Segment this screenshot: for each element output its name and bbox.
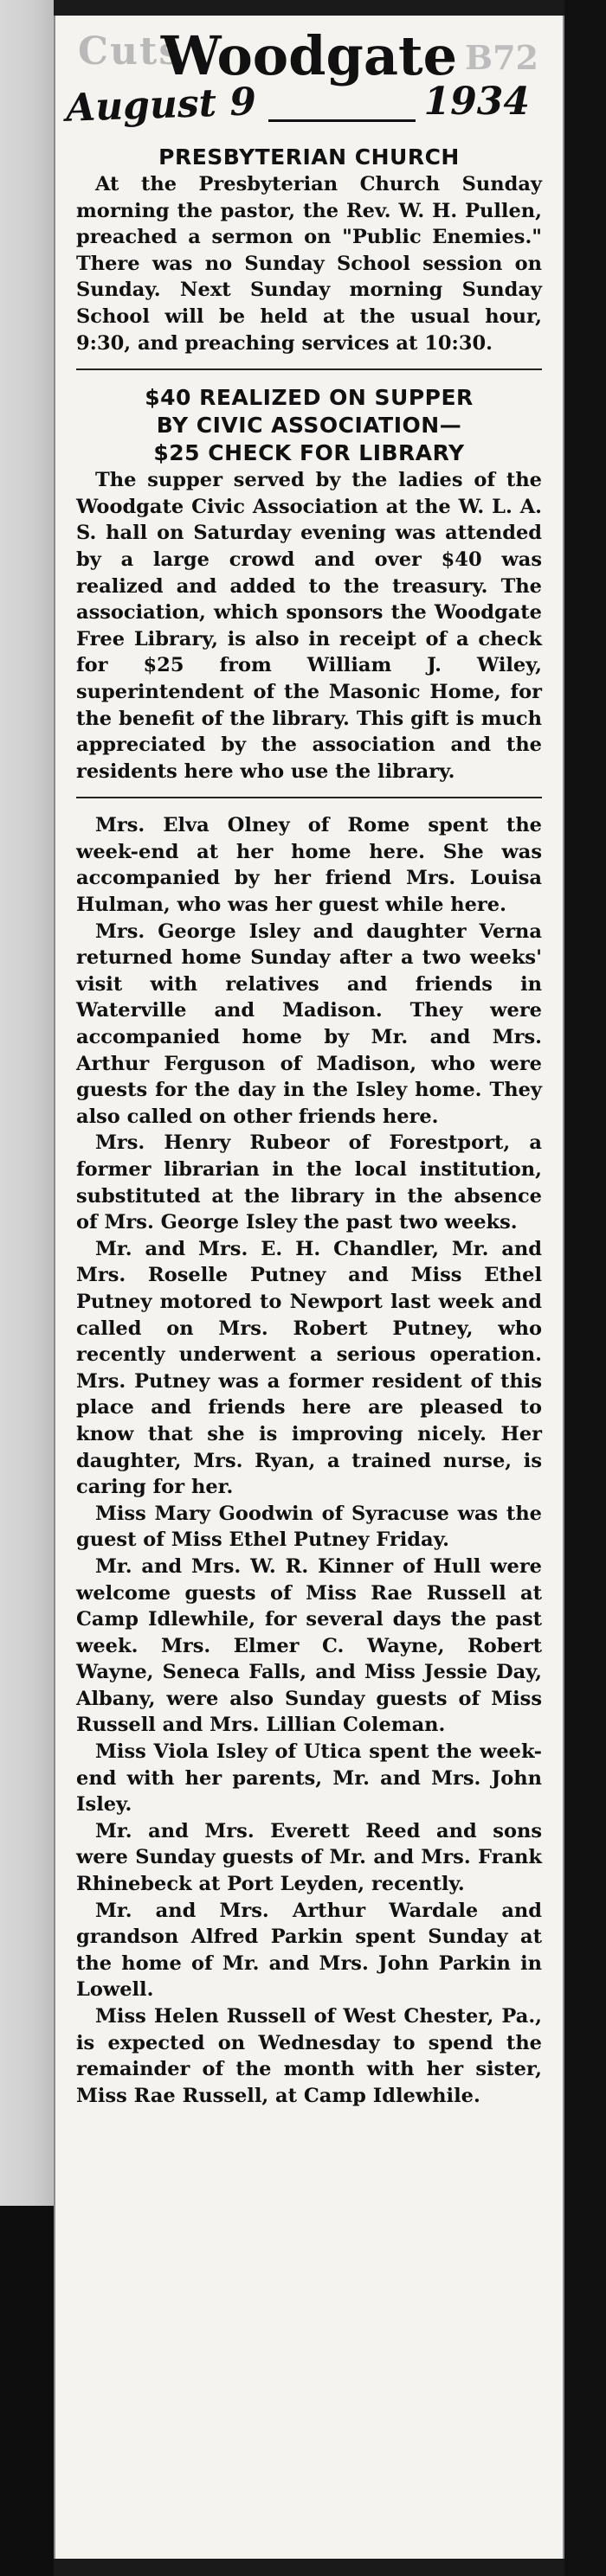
personal-item: Mr. and Mrs. Arthur Wardale and grandson Alfred Parkin spent Sunday at the home of Mr. and Mrs. John Parkin in Lowell.	[76, 1899, 542, 2002]
personal-item: Mr. and Mrs. E. H. Chandler, Mr. and Mrs. Roselle Putney and Miss Ethel Putney motored to Newport last week and called on Mrs. Robert Putney, who recently underwent a serious operation. Mrs. Putney was a former resident of this place and friends here are pleased to know that she is improving nicely. Her daughter, Mrs. Ryan, a trained nurse, is caring for her.	[76, 1237, 542, 1499]
date-underline	[268, 119, 416, 122]
personal-item: Miss Viola Isley of Utica spent the week-end with her parents, Mr. and Mrs. John Isley.	[76, 1740, 542, 1817]
article-presbyterian	[76, 144, 542, 356]
headline-line-3: $25 CHECK FOR LIBRARY	[153, 440, 465, 466]
personal-item: Mrs. Henry Rubeor of Forestport, a former librarian in the local institution, substituted at the library in the absence of Mrs. George Isley the past two weeks.	[76, 1131, 542, 1234]
personal-item: Mrs. George Isley and daughter Verna returned home Sunday after a two weeks' visit with relatives and friends in Waterville and Madison. They were accompanied home by Mr. and Mrs. Arthur Ferguson of Madison, who were guests for the day in the Isley home. They also called on other friends here.	[76, 920, 542, 1128]
scan-shadow	[0, 2206, 54, 2576]
personal-item: Miss Helen Russell of West Chester, Pa., is expected on Wednesday to spend the remainder of the month with her sister, Miss Rae Russell, at Camp Idlewhile.	[76, 2005, 542, 2107]
personal-item: Mr. and Mrs. Everett Reed and sons were Sunday guests of Mr. and Mrs. Frank Rhinebeck at Port Leyden, recently.	[76, 1819, 542, 1896]
faded-stamp-right: B72	[465, 38, 538, 77]
handwritten-date: August 9	[65, 80, 257, 131]
article-civic-supper	[76, 384, 542, 785]
divider	[76, 368, 542, 370]
headline-line-1: $40 REALIZED ON SUPPER	[145, 385, 474, 411]
article-body: The supper served by the ladies of the Woodgate Civic Association at the W. L. A. S. hall on Saturday evening was attended by a large crowd and over $40 was realized and added to the treasury. The association, which sponsors the Woodgate Free Library, is also in receipt of a check for $25 from William J. Wiley, superintendent of the Masonic Home, for the benefit of the library. This gift is much appreciated by the association and the residents here who use the library.	[76, 469, 542, 783]
headline: PRESBYTERIAN CHURCH	[158, 144, 460, 170]
masthead	[55, 22, 563, 131]
town-title: Woodgate	[160, 24, 458, 87]
handwritten-year: 1934	[423, 80, 530, 124]
headline-line-2: BY CIVIC ASSOCIATION—	[156, 413, 462, 439]
personal-item: Miss Mary Goodwin of Syracuse was the guest of Miss Ethel Putney Friday.	[76, 1502, 542, 1552]
personals-column	[76, 812, 542, 2109]
personal-item: Mr. and Mrs. W. R. Kinner of Hull were welcome guests of Miss Rae Russell at Camp Idlewhile, for several days the past week. Mrs. Elmer C. Wayne, Robert Wayne, Seneca Falls, and Miss Jessie Day, Albany, were also Sunday guests of Miss Russell and Mrs. Lillian Coleman.	[76, 1554, 542, 1737]
article-body: At the Presbyterian Church Sunday morning the pastor, the Rev. W. H. Pullen, preached a sermon on "Public Enemies." There was no Sunday School session on Sunday. Next Sunday morning Sunday School will be held at the usual hour, 9:30, and preaching services at 10:30.	[76, 173, 542, 355]
article-column	[76, 144, 542, 2109]
scan-margin-left	[0, 0, 54, 2576]
personal-item: Mrs. Elva Olney of Rome spent the week-end at her home here. She was accompanied by her friend Mrs. Louisa Hulman, who was her guest while here.	[76, 814, 542, 917]
newspaper-clipping	[54, 16, 564, 2559]
scan-margin-right	[564, 0, 606, 2576]
divider	[76, 797, 542, 798]
faded-stamp: Cuts	[78, 29, 183, 74]
